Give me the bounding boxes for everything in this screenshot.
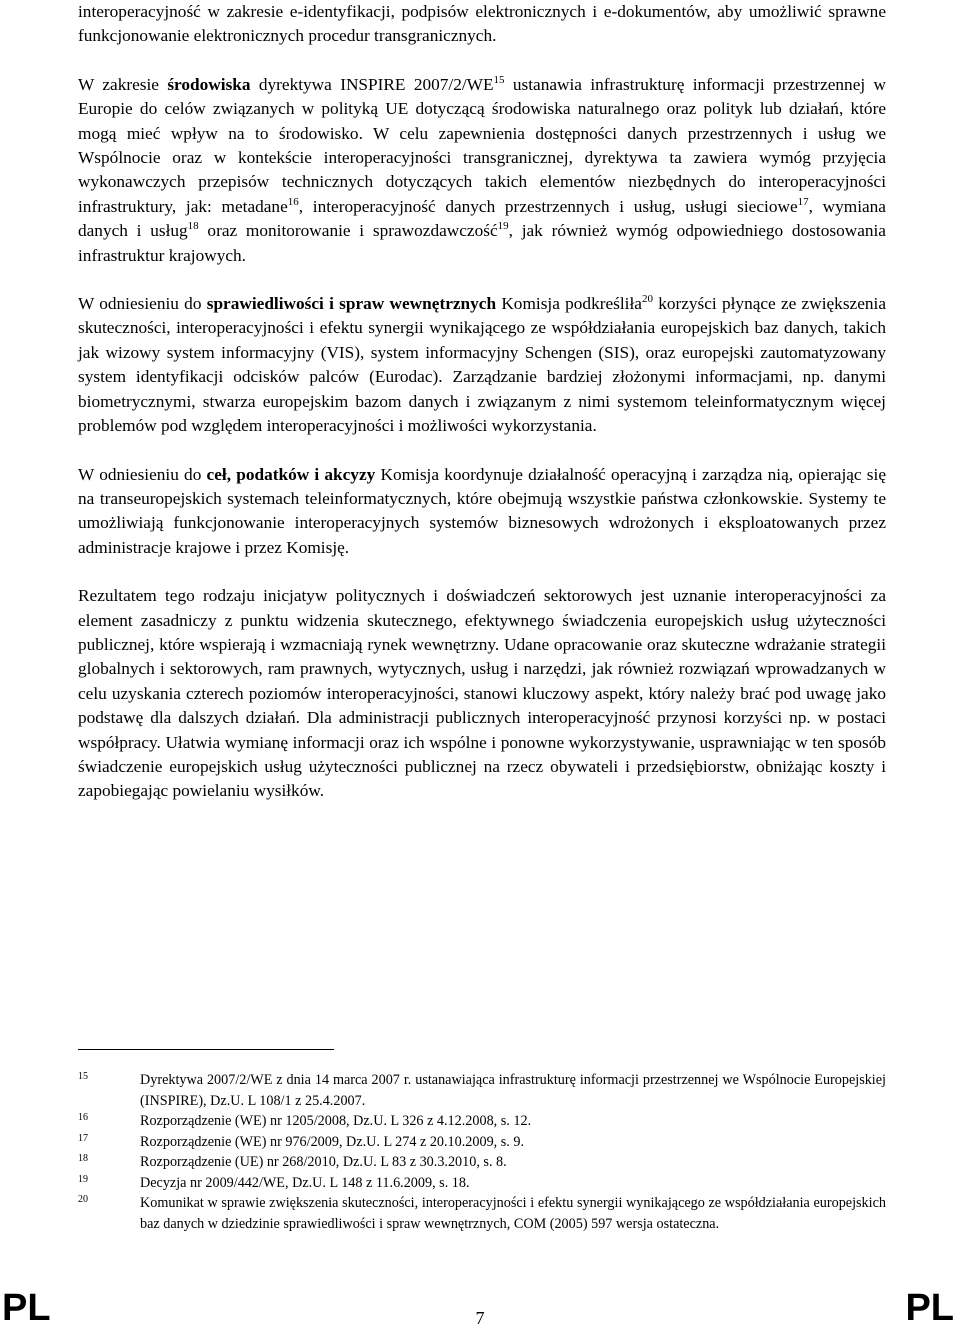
footnote-text: Komunikat w sprawie zwiększenia skuteczności, interoperacyjności i efektu synergii wynikającego ze współdziałania europejskich baz danych w dziedzinie sprawiedliwości i spraw wewnętrznych, COM (2005) 597 wersja ostateczna. <box>140 1195 886 1232</box>
text-run: W odniesieniu do <box>78 464 207 484</box>
footnote-number: 15 <box>78 1071 88 1082</box>
text-run: dyrektywa INSPIRE 2007/2/WE <box>250 74 494 94</box>
footnote-18 <box>78 1152 886 1173</box>
paragraph-environment <box>78 73 886 268</box>
footnote-text: Rozporządzenie (WE) nr 1205/2008, Dz.U. L 326 z 4.12.2008, s. 12. <box>140 1113 532 1129</box>
bold-term-justice: sprawiedliwości i spraw wewnętrznych <box>206 294 497 314</box>
footnote-text: Rozporządzenie (WE) nr 976/2009, Dz.U. L 274 z 20.10.2009, s. 9. <box>140 1133 525 1150</box>
footer-language-right: PL <box>905 1287 954 1329</box>
footnote-ref-15[interactable]: 15 <box>493 74 505 87</box>
footnote-separator <box>78 1049 334 1050</box>
footer-language-left: PL <box>2 1287 51 1329</box>
footnote-16 <box>78 1111 886 1132</box>
footnote-20 <box>78 1193 886 1234</box>
text-run: Komisja koordynuje działalność operacyjną i zarządza nią, opierając się na transeuropejskich systemach teleinformatycznych, które obejmują wszystkie państwa członkowskie. Systemy te umożliwiają funkcjonowanie interoperacyjnych systemów biznesowych wdrożonych i eksploatowanych przez administracje krajowe i przez Komisję. <box>78 464 886 557</box>
footnote-text: Dyrektywa 2007/2/WE z dnia 14 marca 2007 r. ustanawiająca infrastrukturę informacji przestrzennej we Wspólnocie Europejskiej (INSPIRE), Dz.U. L 108/1 z 25.4.2007. <box>140 1072 886 1109</box>
text-run: , jak również wymóg odpowiedniego dostosowania infrastruktur krajowych. <box>78 221 886 265</box>
footnote-ref-18[interactable]: 18 <box>187 220 199 233</box>
paragraph-continuation: interoperacyjność w zakresie e-identyfikacji, podpisów elektronicznych i e-dokumentów, aby umożliwić sprawne funkcjonowanie elektronicznych procedur transgranicznych. <box>78 2 886 46</box>
footnote-ref-20[interactable]: 20 <box>641 293 653 306</box>
bold-term-environment: środowiska <box>167 74 251 94</box>
footnote-number: 19 <box>78 1173 88 1185</box>
footnote-number: 18 <box>78 1153 88 1164</box>
document-body <box>78 0 886 804</box>
text-run: W zakresie <box>78 74 168 94</box>
footnote-15 <box>78 1070 886 1111</box>
footnote-number: 17 <box>78 1132 88 1144</box>
bold-term-customs: ceł, podatków i akcyzy <box>206 464 376 484</box>
page-number: 7 <box>475 1308 485 1328</box>
footnote-17 <box>78 1132 886 1153</box>
footnote-text: Rozporządzenie (UE) nr 268/2010, Dz.U. L 83 z 30.3.2010, s. 8. <box>140 1154 507 1170</box>
text-run: , wymiana danych i usług <box>78 196 886 241</box>
footnotes <box>78 1070 886 1234</box>
text-run: W odniesieniu do <box>78 294 207 314</box>
footnote-ref-16[interactable]: 16 <box>287 196 299 209</box>
text-run: Komisja podkreśliła <box>496 294 642 314</box>
paragraph-customs <box>78 463 886 561</box>
paragraph-justice <box>78 292 886 438</box>
footnote-ref-19[interactable]: 19 <box>497 220 509 233</box>
text-run: ustanawia infrastrukturę informacji przestrzennej w Europie do celów związanych w polityką UE dotyczącą środowiska naturalnego oraz polityk lub działań, które mogą mieć wpływ na to środowisko. W celu zapewnienia dostępności danych przestrzennych i usług we Wspólnocie oraz w kontekście interoperacyjności transgranicznej, dyrektywa ta zawiera wymóg przyjęcia wykonawczych przepisów technicznych dotyczących takich elementów niezbędnych do interoperacyjności infrastruktury, jak: metadane <box>78 74 886 216</box>
text-run: , interoperacyjność danych przestrzennych i usług, usługi sieciowe <box>298 196 798 216</box>
footnote-19 <box>78 1173 886 1194</box>
text-run: oraz monitorowanie i sprawozdawczość <box>198 221 498 241</box>
footnote-text: Decyzja nr 2009/442/WE, Dz.U. L 148 z 11.6.2009, s. 18. <box>140 1174 470 1191</box>
paragraph-result: Rezultatem tego rodzaju inicjatyw politycznych i doświadczeń sektorowych jest uznanie interoperacyjności za element zasadniczy z punktu widzenia skutecznego, efektywnego świadczenia europejskich usług użyteczności publicznej, które wspierają i wzmacniają rynek wewnętrzny. Udane opracowanie oraz skuteczne wdrażanie strategii globalnych i sektorowych, ram prawnych, wytycznych, usług i narzędzi, jak również rozwiązań wprowadzanych w celu uzyskania czterech poziomów interoperacyjności, stanowi kluczowy aspekt, który należy brać pod uwagę jako podstawę dla dalszych działań. Dla administracji publicznych interoperacyjność przynosi korzyści np. w postaci współpracy. Ułatwia wymianę informacji oraz ich wspólne i ponowne wykorzystywanie, usprawniając w ten sposób świadczenie europejskich usług użyteczności publicznej na rzecz obywateli i przedsiębiorstw, obniżając koszty i zapobiegając powielaniu wysiłków. <box>78 586 886 801</box>
footnote-number: 16 <box>78 1112 88 1123</box>
text-run: korzyści płynące ze zwiększenia skuteczności, interoperacyjności i efektu synergii wynikającego ze współdziałania europejskich baz danych, takich jak wizowy system informacyjny (VIS), system informacyjny Schengen (SIS), oraz europejski zautomatyzowany system identyfikacji odcisków palców (Eurodac). Zarządzanie bardziej złożonymi informacjami, np. danymi biometrycznymi, stwarza europejskim bazom danych i związanym z nimi systemom teleinformatycznym więcej problemów pod względem interoperacyjności i możliwości wykorzystania. <box>78 294 887 436</box>
footnote-number: 20 <box>78 1194 88 1205</box>
footnote-ref-17[interactable]: 17 <box>797 196 809 209</box>
